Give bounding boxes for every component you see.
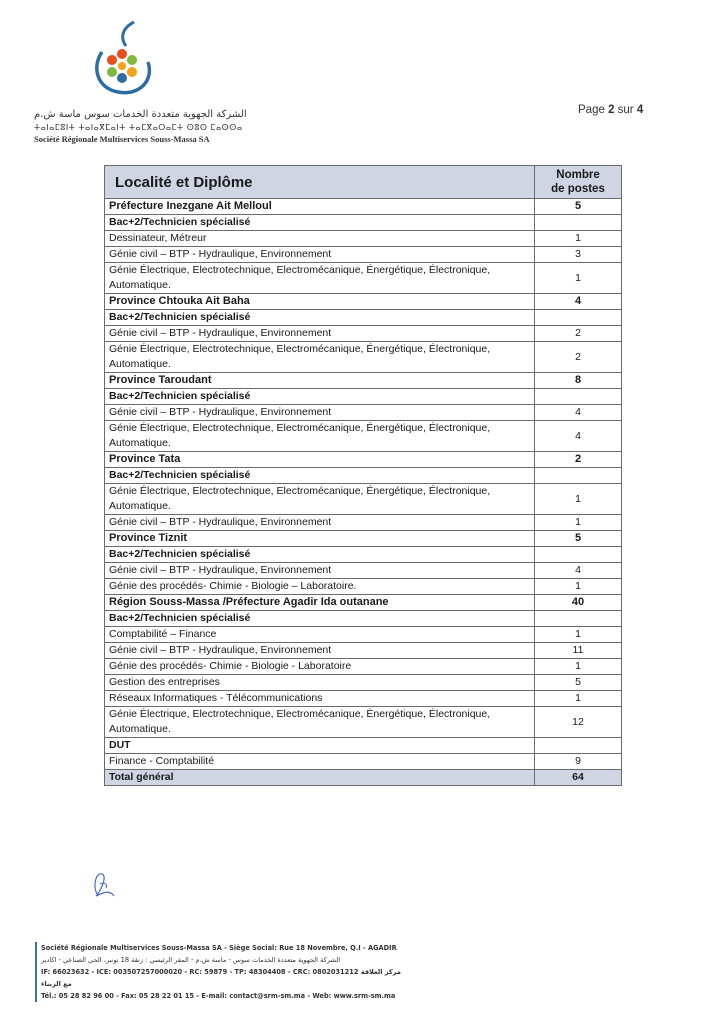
footer-line-2: الشركة الجهوية متعددة الخدمات سوس - ماسة ش.م - المقر الرئيسي : زنقة 18 نونبر، الحي الصناعي - اكادير: [41, 956, 341, 964]
row-label: Génie Électrique, Electrotechnique, Electromécanique, Énergétique, Électronique, Automatique.: [105, 707, 535, 738]
row-count: 4: [535, 421, 622, 452]
row-count: [535, 310, 622, 326]
row-label: Bac+2/Technicien spécialisé: [105, 310, 535, 326]
row-label: Bac+2/Technicien spécialisé: [105, 389, 535, 405]
diploma-row: [105, 738, 622, 754]
page-total: 4: [636, 104, 644, 116]
row-count: 8: [535, 373, 622, 389]
page-number: Page 2 sur 4: [578, 104, 644, 116]
row-count: 1: [535, 263, 622, 294]
row-label: Génie des procédés- Chimie - Biologie - Laboratoire: [105, 659, 535, 675]
row-label: Réseaux Informatiques - Télécommunications: [105, 691, 535, 707]
row-label: Génie Électrique, Electrotechnique, Electromécanique, Énergétique, Électronique, Automatique.: [105, 342, 535, 373]
table-row: [105, 675, 622, 691]
table-row: [105, 326, 622, 342]
row-count: 2: [535, 452, 622, 468]
row-count: 11: [535, 643, 622, 659]
diploma-row: [105, 611, 622, 627]
row-count: 1: [535, 515, 622, 531]
row-label: Dessinateur, Métreur: [105, 231, 535, 247]
diploma-row: [105, 215, 622, 231]
row-label: Génie civil – BTP - Hydraulique, Environnement: [105, 515, 535, 531]
row-label: Génie Électrique, Electrotechnique, Electromécanique, Énergétique, Électronique, Automatique.: [105, 421, 535, 452]
header-locality-diploma: Localité et Diplôme: [105, 166, 535, 199]
row-count: 1: [535, 484, 622, 515]
table-row: [105, 563, 622, 579]
locality-row: [105, 199, 622, 215]
row-count: 4: [535, 563, 622, 579]
header-number-of-positions: Nombre de postes: [535, 166, 622, 199]
diploma-row: [105, 547, 622, 563]
table-row: [105, 579, 622, 595]
locality-row: [105, 294, 622, 310]
diploma-row: [105, 389, 622, 405]
table-row: [105, 659, 622, 675]
company-name-arabic: الشركة الجهوية متعددة الخدمات سوس ماسة ش.م: [34, 109, 247, 120]
row-count: 2: [535, 326, 622, 342]
row-count: 4: [535, 294, 622, 310]
table-row: [105, 515, 622, 531]
row-label: Génie Électrique, Electrotechnique, Electromécanique, Énergétique, Électronique, Automatique.: [105, 263, 535, 294]
row-count: 1: [535, 579, 622, 595]
table-body: [105, 199, 622, 786]
row-count: 1: [535, 627, 622, 643]
row-label: Préfecture Inezgane Ait Melloul: [105, 199, 535, 215]
row-count: 1: [535, 659, 622, 675]
table-row: [105, 643, 622, 659]
table-row: [105, 691, 622, 707]
table-row: [105, 707, 622, 738]
locality-row: [105, 595, 622, 611]
locality-row: [105, 531, 622, 547]
row-label: Bac+2/Technicien spécialisé: [105, 611, 535, 627]
company-name-tifinagh: ⵜⴰⵏⴰⵎⵓⵏⵜ ⵜⴰⵏⴰⴳⵎⴰⵏⵜ ⵜⴰⵎⴳⴰⵔⴰⵎⵜ ⵙⵓⵙ ⵎⴰⵙⵙⴰ: [34, 123, 243, 132]
row-label: Province Chtouka Ait Baha: [105, 294, 535, 310]
signature: [88, 866, 124, 902]
row-count: 9: [535, 754, 622, 770]
row-count: 3: [535, 247, 622, 263]
footer-line-1: Société Régionale Multiservices Souss-Massa SA - Siège Social: Rue 18 Novembre, Q.I - AGADIR: [41, 944, 397, 952]
row-label: Génie civil – BTP - Hydraulique, Environnement: [105, 247, 535, 263]
row-label: Province Tata: [105, 452, 535, 468]
locality-row: [105, 373, 622, 389]
row-label: Bac+2/Technicien spécialisé: [105, 215, 535, 231]
row-count: 40: [535, 595, 622, 611]
row-label: Province Taroudant: [105, 373, 535, 389]
row-label: Génie civil – BTP - Hydraulique, Environnement: [105, 405, 535, 421]
row-count: [535, 611, 622, 627]
row-label: Gestion des entreprises: [105, 675, 535, 691]
row-count: [535, 389, 622, 405]
footer-line-4: Tél.: 05 28 82 96 00 - Fax: 05 28 22 01 15 - E-mail: contact@srm-sm.ma - Web: www.srm-sm.ma: [41, 992, 396, 1000]
diploma-row: [105, 468, 622, 484]
row-count: 5: [535, 199, 622, 215]
row-count: 4: [535, 405, 622, 421]
row-label: Finance - Comptabilité: [105, 754, 535, 770]
page-current: 2: [608, 104, 615, 116]
locality-row: [105, 452, 622, 468]
row-count: 64: [535, 770, 622, 786]
table-row: [105, 627, 622, 643]
row-label: Génie civil – BTP - Hydraulique, Environnement: [105, 326, 535, 342]
row-count: 5: [535, 531, 622, 547]
table-row: [105, 754, 622, 770]
table-header-row: [105, 166, 622, 199]
table-row: [105, 231, 622, 247]
table-row: [105, 484, 622, 515]
row-label: Total général: [105, 770, 535, 786]
table-row: [105, 421, 622, 452]
row-label: Génie civil – BTP - Hydraulique, Environnement: [105, 563, 535, 579]
row-label: Bac+2/Technicien spécialisé: [105, 468, 535, 484]
row-count: [535, 215, 622, 231]
footer-line-3: IF: 66023632 - ICE: 003507257000020 - RC: 59879 - TP: 48304408 - CRC: 0802031212 مركز العلاقة مع الزبناء: [41, 968, 401, 988]
table-row: [105, 247, 622, 263]
row-count: 12: [535, 707, 622, 738]
footer-contact: [35, 942, 401, 1002]
row-label: Bac+2/Technicien spécialisé: [105, 547, 535, 563]
row-label: Génie civil – BTP - Hydraulique, Environnement: [105, 643, 535, 659]
diploma-row: [105, 310, 622, 326]
positions-table: [104, 165, 622, 786]
row-label: Province Tiznit: [105, 531, 535, 547]
table-row: [105, 263, 622, 294]
row-label: DUT: [105, 738, 535, 754]
row-count: 2: [535, 342, 622, 373]
row-count: [535, 547, 622, 563]
row-label: Génie Électrique, Electrotechnique, Electromécanique, Énergétique, Électronique, Automatique.: [105, 484, 535, 515]
row-label: Génie des procédés- Chimie - Biologie – Laboratoire.: [105, 579, 535, 595]
row-count: 1: [535, 691, 622, 707]
row-count: 5: [535, 675, 622, 691]
row-label: Région Souss-Massa /Préfecture Agadir Ida outanane: [105, 595, 535, 611]
company-logo: [82, 18, 160, 98]
row-count: 1: [535, 231, 622, 247]
table-row: [105, 342, 622, 373]
row-label: Comptabilité – Finance: [105, 627, 535, 643]
row-count: [535, 738, 622, 754]
company-name-french: Société Régionale Multiservices Souss-Massa SA: [34, 134, 210, 144]
total-row: [105, 770, 622, 786]
row-count: [535, 468, 622, 484]
table-row: [105, 405, 622, 421]
